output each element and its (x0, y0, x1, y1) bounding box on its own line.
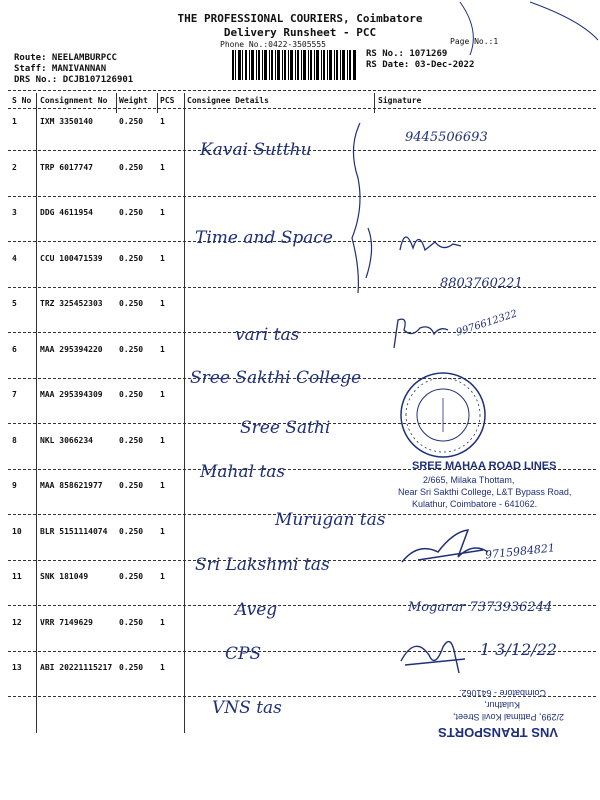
row-weight: 0.250 (119, 390, 144, 399)
handwritten-consignee: VNS tas (212, 698, 282, 718)
row-consignment-no: CCU 100471539 (40, 253, 103, 263)
handwritten-consignee: Aveg (235, 600, 278, 620)
phone-number: Phone No.:0422-3505555 (220, 40, 326, 49)
col-sno-header: S No (12, 96, 32, 105)
row-divider (8, 332, 596, 333)
row-consignment-no: SNK 181049 (40, 572, 89, 581)
table-row (0, 390, 600, 400)
signature-icon (395, 220, 465, 260)
col-consignment-header: Consignment No (40, 96, 108, 105)
handwritten-consignee: Murugan tas (275, 510, 386, 530)
row-consignment-no: MAA 858621977 (40, 481, 103, 490)
row-weight: 0.250 (119, 435, 144, 445)
row-sno: 11 (12, 572, 22, 581)
table-row (0, 299, 600, 309)
handwritten-consignee: Time and Space (195, 228, 333, 248)
page-number: Page No.:1 (450, 37, 499, 46)
divider (8, 108, 596, 109)
col-weight-header: Weight (119, 96, 148, 105)
handwritten-consignee: vari tas (235, 325, 300, 345)
rs-date: RS Date: 03-Dec-2022 (366, 60, 475, 70)
table-row (0, 618, 600, 628)
row-sno: 3 (12, 208, 17, 217)
stamp-line: Near Sri Sakthi College, L&T Bypass Road, (398, 487, 572, 497)
rs-number: RS No.: 1071269 (366, 49, 448, 59)
row-consignment-no: TRZ 325452303 (40, 299, 103, 308)
row-consignment-no: NKL 3066234 (40, 435, 93, 445)
row-weight: 0.250 (119, 253, 144, 263)
row-pcs: 1 (160, 526, 165, 536)
row-consignment-no: BLR 5151114074 (40, 526, 108, 536)
handwritten-phone: 8803760221 (440, 276, 523, 291)
row-pcs: 1 (160, 572, 165, 581)
handwritten-consignee: CPS (225, 644, 262, 664)
row-weight: 0.250 (119, 344, 144, 354)
handwritten-date: 1 3/12/22 (480, 640, 557, 659)
handwritten-phone: 9976612322 (454, 308, 519, 339)
table-row (0, 208, 600, 218)
stamp-line: Coimbatore - 641062. (458, 688, 546, 698)
row-consignment-no: TRP 6017747 (40, 162, 93, 172)
signature-icon (398, 522, 493, 572)
row-consignment-no: ABI 20221115217 (40, 663, 113, 672)
staff-label: Staff: MANIVANNAN (14, 64, 107, 74)
row-pcs: 1 (160, 117, 165, 126)
round-seal-icon (398, 370, 488, 460)
row-weight: 0.250 (119, 162, 144, 172)
row-pcs: 1 (160, 617, 165, 627)
pen-stroke-icon (440, 0, 600, 60)
row-sno: 12 (12, 617, 22, 627)
row-consignment-no: MAA 295394309 (40, 390, 103, 399)
handwritten-consignee: Mahal tas (200, 462, 286, 482)
row-divider (8, 196, 596, 197)
row-weight: 0.250 (119, 481, 144, 490)
stamp-line: 2/299, Pattimal Kovil Street, (452, 712, 564, 722)
row-pcs: 1 (160, 663, 165, 672)
row-weight: 0.250 (119, 663, 144, 672)
row-sno: 7 (12, 390, 17, 399)
table-row (0, 254, 600, 264)
row-pcs: 1 (160, 299, 165, 308)
page-title: THE PROFESSIONAL COURIERS, Coimbatore (177, 12, 423, 25)
row-pcs: 1 (160, 208, 165, 217)
column-separator (157, 93, 158, 113)
table-row (0, 345, 600, 355)
row-consignment-no: DDG 4611954 (40, 208, 93, 217)
row-pcs: 1 (160, 435, 165, 445)
handwritten-consignee: Sree Sakthi College (190, 368, 362, 388)
divider (8, 90, 596, 91)
stamp-title: VNS TRANSPORTS (438, 725, 558, 740)
handwritten-consignee: Kavai Sutthu (200, 140, 312, 160)
column-separator (116, 93, 117, 113)
vns-stamp (400, 668, 580, 740)
row-weight: 0.250 (119, 617, 144, 627)
row-sno: 1 (12, 117, 17, 126)
row-consignment-no: VRR 7149629 (40, 617, 93, 627)
row-pcs: 1 (160, 344, 165, 354)
row-pcs: 1 (160, 481, 165, 490)
handwritten-phone: 9445506693 (405, 130, 488, 145)
col-consignee-header: Consignee Details (187, 96, 269, 105)
drs-number: DRS No.: DCJB107126901 (14, 75, 134, 85)
table-row (0, 163, 600, 173)
col-signature-header: Signature (378, 96, 422, 105)
row-sno: 5 (12, 299, 17, 308)
handwritten-phone: Mogarar 7373936244 (408, 600, 553, 615)
column-separator (184, 93, 185, 733)
pen-stroke-icon (340, 118, 380, 298)
row-sno: 9 (12, 481, 17, 490)
row-weight: 0.250 (119, 299, 144, 308)
row-consignment-no: IXM 3350140 (40, 117, 93, 126)
stamp-line: Kulathur, Coimbatore - 641062. (412, 499, 538, 509)
stamp-title: SREE MAHAA ROAD LINES (412, 460, 557, 472)
row-pcs: 1 (160, 253, 165, 263)
row-consignment-no: MAA 295394220 (40, 344, 103, 354)
column-separator (374, 93, 375, 113)
row-weight: 0.250 (119, 208, 144, 217)
row-sno: 6 (12, 344, 17, 354)
row-sno: 2 (12, 162, 17, 172)
row-sno: 4 (12, 253, 17, 263)
row-weight: 0.250 (119, 526, 144, 536)
row-weight: 0.250 (119, 117, 144, 126)
stamp-line: Kulathur, (484, 700, 520, 710)
signature-icon (390, 312, 470, 352)
page-subtitle: Delivery Runsheet - PCC (223, 26, 377, 39)
row-sno: 13 (12, 663, 22, 672)
stamp-line: 2/665, Milaka Thottam, (423, 475, 515, 485)
table-row (0, 117, 600, 127)
row-pcs: 1 (160, 390, 165, 399)
col-pcs-header: PCS (160, 96, 175, 105)
handwritten-consignee: Sri Lakshmi tas (195, 555, 330, 575)
column-separator (36, 93, 37, 733)
route-label: Route: NEELAMBURPCC (14, 53, 117, 63)
barcode-icon (232, 50, 356, 80)
handwritten-phone: 9715984821 (484, 541, 556, 562)
row-weight: 0.250 (119, 572, 144, 581)
row-sno: 10 (12, 526, 22, 536)
row-pcs: 1 (160, 162, 165, 172)
row-sno: 8 (12, 435, 17, 445)
handwritten-consignee: Sree Sathi (240, 418, 331, 438)
